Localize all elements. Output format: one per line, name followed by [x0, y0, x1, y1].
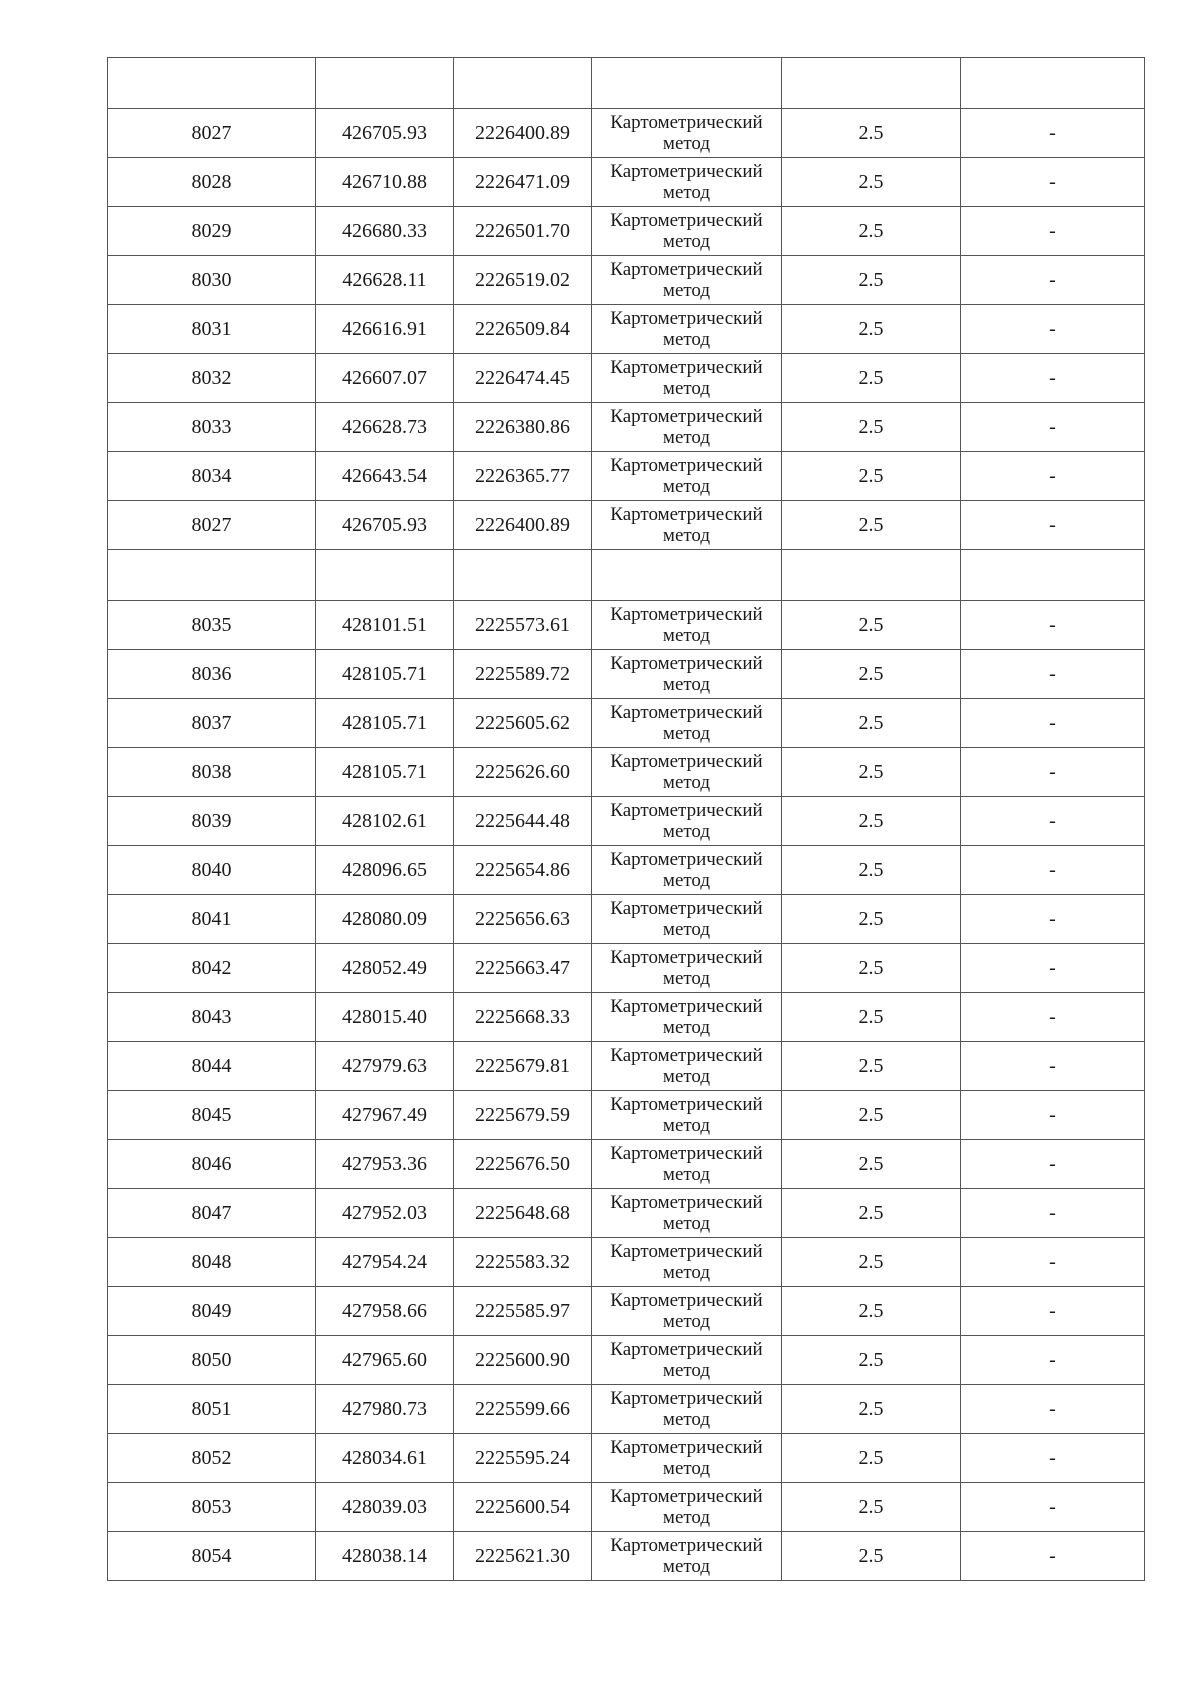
- x-coordinate-cell: 427967.49: [316, 1091, 454, 1140]
- table-row: [108, 944, 1145, 993]
- point-number-cell: 8034: [108, 452, 316, 501]
- method-cell: Картометрический метод: [592, 1287, 782, 1336]
- method-cell: Картометрический метод: [592, 207, 782, 256]
- accuracy-cell: 2.5: [782, 403, 961, 452]
- empty-cell: [782, 58, 961, 109]
- method-cell: Картометрический метод: [592, 601, 782, 650]
- table-row: [108, 452, 1145, 501]
- empty-cell: [961, 58, 1145, 109]
- method-cell: Картометрический метод: [592, 748, 782, 797]
- x-coordinate-cell: 428101.51: [316, 601, 454, 650]
- point-number-cell: 8041: [108, 895, 316, 944]
- x-coordinate-cell: 428015.40: [316, 993, 454, 1042]
- table-row: [108, 1091, 1145, 1140]
- note-cell: -: [961, 1483, 1145, 1532]
- point-number-cell: 8029: [108, 207, 316, 256]
- note-cell: -: [961, 944, 1145, 993]
- table-row: [108, 748, 1145, 797]
- note-cell: -: [961, 354, 1145, 403]
- accuracy-cell: 2.5: [782, 1483, 961, 1532]
- x-coordinate-cell: 426705.93: [316, 109, 454, 158]
- point-number-cell: 8047: [108, 1189, 316, 1238]
- table-row: [108, 501, 1145, 550]
- method-cell: Картометрический метод: [592, 699, 782, 748]
- method-cell: Картометрический метод: [592, 895, 782, 944]
- blank-separator-row: [108, 58, 1145, 109]
- method-cell: Картометрический метод: [592, 1091, 782, 1140]
- y-coordinate-cell: 2225679.59: [454, 1091, 592, 1140]
- method-cell: Картометрический метод: [592, 158, 782, 207]
- note-cell: -: [961, 1385, 1145, 1434]
- note-cell: -: [961, 305, 1145, 354]
- accuracy-cell: 2.5: [782, 256, 961, 305]
- method-cell: Картометрический метод: [592, 1042, 782, 1091]
- accuracy-cell: 2.5: [782, 354, 961, 403]
- y-coordinate-cell: 2225656.63: [454, 895, 592, 944]
- accuracy-cell: 2.5: [782, 895, 961, 944]
- point-number-cell: 8037: [108, 699, 316, 748]
- y-coordinate-cell: 2225573.61: [454, 601, 592, 650]
- method-cell: Картометрический метод: [592, 354, 782, 403]
- method-cell: Картометрический метод: [592, 256, 782, 305]
- note-cell: -: [961, 1042, 1145, 1091]
- y-coordinate-cell: 2225600.54: [454, 1483, 592, 1532]
- empty-cell: [592, 550, 782, 601]
- table-row: [108, 256, 1145, 305]
- x-coordinate-cell: 427954.24: [316, 1238, 454, 1287]
- accuracy-cell: 2.5: [782, 207, 961, 256]
- method-cell: Картометрический метод: [592, 452, 782, 501]
- method-cell: Картометрический метод: [592, 403, 782, 452]
- table-row: [108, 1532, 1145, 1581]
- accuracy-cell: 2.5: [782, 944, 961, 993]
- x-coordinate-cell: 427980.73: [316, 1385, 454, 1434]
- point-number-cell: 8052: [108, 1434, 316, 1483]
- point-number-cell: 8054: [108, 1532, 316, 1581]
- point-number-cell: 8049: [108, 1287, 316, 1336]
- method-cell: Картометрический метод: [592, 993, 782, 1042]
- y-coordinate-cell: 2225676.50: [454, 1140, 592, 1189]
- x-coordinate-cell: 428102.61: [316, 797, 454, 846]
- empty-cell: [454, 550, 592, 601]
- empty-cell: [316, 58, 454, 109]
- y-coordinate-cell: 2225621.30: [454, 1532, 592, 1581]
- method-cell: Картометрический метод: [592, 1336, 782, 1385]
- accuracy-cell: 2.5: [782, 699, 961, 748]
- table-row: [108, 993, 1145, 1042]
- y-coordinate-cell: 2226400.89: [454, 109, 592, 158]
- empty-cell: [592, 58, 782, 109]
- accuracy-cell: 2.5: [782, 846, 961, 895]
- y-coordinate-cell: 2226380.86: [454, 403, 592, 452]
- note-cell: -: [961, 846, 1145, 895]
- point-number-cell: 8044: [108, 1042, 316, 1091]
- empty-cell: [782, 550, 961, 601]
- table-row: [108, 207, 1145, 256]
- table-row: [108, 650, 1145, 699]
- x-coordinate-cell: 428096.65: [316, 846, 454, 895]
- x-coordinate-cell: 426710.88: [316, 158, 454, 207]
- note-cell: -: [961, 109, 1145, 158]
- empty-cell: [454, 58, 592, 109]
- y-coordinate-cell: 2226474.45: [454, 354, 592, 403]
- y-coordinate-cell: 2225648.68: [454, 1189, 592, 1238]
- note-cell: -: [961, 158, 1145, 207]
- x-coordinate-cell: 426628.11: [316, 256, 454, 305]
- accuracy-cell: 2.5: [782, 501, 961, 550]
- accuracy-cell: 2.5: [782, 797, 961, 846]
- point-number-cell: 8028: [108, 158, 316, 207]
- method-cell: Картометрический метод: [592, 944, 782, 993]
- method-cell: Картометрический метод: [592, 1140, 782, 1189]
- y-coordinate-cell: 2225589.72: [454, 650, 592, 699]
- point-number-cell: 8027: [108, 109, 316, 158]
- note-cell: -: [961, 1532, 1145, 1581]
- x-coordinate-cell: 426643.54: [316, 452, 454, 501]
- y-coordinate-cell: 2226519.02: [454, 256, 592, 305]
- y-coordinate-cell: 2226365.77: [454, 452, 592, 501]
- empty-cell: [108, 550, 316, 601]
- point-number-cell: 8040: [108, 846, 316, 895]
- y-coordinate-cell: 2226501.70: [454, 207, 592, 256]
- y-coordinate-cell: 2225679.81: [454, 1042, 592, 1091]
- accuracy-cell: 2.5: [782, 601, 961, 650]
- x-coordinate-cell: 427952.03: [316, 1189, 454, 1238]
- method-cell: Картометрический метод: [592, 501, 782, 550]
- accuracy-cell: 2.5: [782, 1042, 961, 1091]
- table-row: [108, 1238, 1145, 1287]
- x-coordinate-cell: 427965.60: [316, 1336, 454, 1385]
- y-coordinate-cell: 2225626.60: [454, 748, 592, 797]
- note-cell: -: [961, 1140, 1145, 1189]
- note-cell: -: [961, 1238, 1145, 1287]
- accuracy-cell: 2.5: [782, 1287, 961, 1336]
- note-cell: -: [961, 452, 1145, 501]
- table-row: [108, 1189, 1145, 1238]
- accuracy-cell: 2.5: [782, 993, 961, 1042]
- x-coordinate-cell: 427979.63: [316, 1042, 454, 1091]
- method-cell: Картометрический метод: [592, 650, 782, 699]
- y-coordinate-cell: 2225595.24: [454, 1434, 592, 1483]
- x-coordinate-cell: 428052.49: [316, 944, 454, 993]
- method-cell: Картометрический метод: [592, 1434, 782, 1483]
- table-row: [108, 1140, 1145, 1189]
- note-cell: -: [961, 601, 1145, 650]
- note-cell: -: [961, 1189, 1145, 1238]
- table-row: [108, 354, 1145, 403]
- empty-cell: [961, 550, 1145, 601]
- point-number-cell: 8045: [108, 1091, 316, 1140]
- accuracy-cell: 2.5: [782, 1532, 961, 1581]
- document-page: [107, 57, 1144, 1581]
- y-coordinate-cell: 2225644.48: [454, 797, 592, 846]
- y-coordinate-cell: 2225654.86: [454, 846, 592, 895]
- point-number-cell: 8053: [108, 1483, 316, 1532]
- x-coordinate-cell: 426680.33: [316, 207, 454, 256]
- accuracy-cell: 2.5: [782, 1385, 961, 1434]
- point-number-cell: 8035: [108, 601, 316, 650]
- table-row: [108, 1385, 1145, 1434]
- table-row: [108, 305, 1145, 354]
- accuracy-cell: 2.5: [782, 158, 961, 207]
- accuracy-cell: 2.5: [782, 109, 961, 158]
- accuracy-cell: 2.5: [782, 1189, 961, 1238]
- point-number-cell: 8031: [108, 305, 316, 354]
- table-row: [108, 797, 1145, 846]
- note-cell: -: [961, 797, 1145, 846]
- table-row: [108, 895, 1145, 944]
- point-number-cell: 8039: [108, 797, 316, 846]
- accuracy-cell: 2.5: [782, 1140, 961, 1189]
- x-coordinate-cell: 428105.71: [316, 650, 454, 699]
- table-row: [108, 158, 1145, 207]
- x-coordinate-cell: 428080.09: [316, 895, 454, 944]
- point-number-cell: 8038: [108, 748, 316, 797]
- y-coordinate-cell: 2226400.89: [454, 501, 592, 550]
- table-row: [108, 1336, 1145, 1385]
- note-cell: -: [961, 501, 1145, 550]
- table-row: [108, 1042, 1145, 1091]
- point-number-cell: 8048: [108, 1238, 316, 1287]
- x-coordinate-cell: 426705.93: [316, 501, 454, 550]
- accuracy-cell: 2.5: [782, 1434, 961, 1483]
- point-number-cell: 8050: [108, 1336, 316, 1385]
- empty-cell: [108, 58, 316, 109]
- y-coordinate-cell: 2226471.09: [454, 158, 592, 207]
- x-coordinate-cell: 426607.07: [316, 354, 454, 403]
- x-coordinate-cell: 426616.91: [316, 305, 454, 354]
- point-number-cell: 8042: [108, 944, 316, 993]
- y-coordinate-cell: 2225663.47: [454, 944, 592, 993]
- point-number-cell: 8046: [108, 1140, 316, 1189]
- blank-separator-row: [108, 550, 1145, 601]
- method-cell: Картометрический метод: [592, 1189, 782, 1238]
- method-cell: Картометрический метод: [592, 1385, 782, 1434]
- table-row: [108, 1483, 1145, 1532]
- x-coordinate-cell: 428039.03: [316, 1483, 454, 1532]
- note-cell: -: [961, 207, 1145, 256]
- y-coordinate-cell: 2225605.62: [454, 699, 592, 748]
- method-cell: Картометрический метод: [592, 109, 782, 158]
- note-cell: -: [961, 403, 1145, 452]
- table-row: [108, 846, 1145, 895]
- note-cell: -: [961, 895, 1145, 944]
- point-number-cell: 8030: [108, 256, 316, 305]
- x-coordinate-cell: 427958.66: [316, 1287, 454, 1336]
- y-coordinate-cell: 2225585.97: [454, 1287, 592, 1336]
- table-row: [108, 1434, 1145, 1483]
- note-cell: -: [961, 256, 1145, 305]
- point-number-cell: 8036: [108, 650, 316, 699]
- table-row: [108, 699, 1145, 748]
- y-coordinate-cell: 2226509.84: [454, 305, 592, 354]
- y-coordinate-cell: 2225668.33: [454, 993, 592, 1042]
- accuracy-cell: 2.5: [782, 748, 961, 797]
- accuracy-cell: 2.5: [782, 1336, 961, 1385]
- accuracy-cell: 2.5: [782, 1238, 961, 1287]
- method-cell: Картометрический метод: [592, 1483, 782, 1532]
- method-cell: Картометрический метод: [592, 1532, 782, 1581]
- note-cell: -: [961, 1287, 1145, 1336]
- table-row: [108, 1287, 1145, 1336]
- note-cell: -: [961, 993, 1145, 1042]
- method-cell: Картометрический метод: [592, 305, 782, 354]
- table-row: [108, 403, 1145, 452]
- accuracy-cell: 2.5: [782, 452, 961, 501]
- coordinates-table-body: [108, 58, 1145, 1581]
- empty-cell: [316, 550, 454, 601]
- table-row: [108, 109, 1145, 158]
- accuracy-cell: 2.5: [782, 650, 961, 699]
- method-cell: Картометрический метод: [592, 846, 782, 895]
- coordinates-table: [107, 57, 1145, 1581]
- note-cell: -: [961, 1336, 1145, 1385]
- note-cell: -: [961, 1091, 1145, 1140]
- point-number-cell: 8032: [108, 354, 316, 403]
- accuracy-cell: 2.5: [782, 305, 961, 354]
- x-coordinate-cell: 428105.71: [316, 748, 454, 797]
- y-coordinate-cell: 2225600.90: [454, 1336, 592, 1385]
- x-coordinate-cell: 428034.61: [316, 1434, 454, 1483]
- note-cell: -: [961, 748, 1145, 797]
- table-row: [108, 601, 1145, 650]
- x-coordinate-cell: 428038.14: [316, 1532, 454, 1581]
- y-coordinate-cell: 2225583.32: [454, 1238, 592, 1287]
- point-number-cell: 8051: [108, 1385, 316, 1434]
- point-number-cell: 8033: [108, 403, 316, 452]
- method-cell: Картометрический метод: [592, 1238, 782, 1287]
- method-cell: Картометрический метод: [592, 797, 782, 846]
- accuracy-cell: 2.5: [782, 1091, 961, 1140]
- x-coordinate-cell: 427953.36: [316, 1140, 454, 1189]
- point-number-cell: 8027: [108, 501, 316, 550]
- note-cell: -: [961, 1434, 1145, 1483]
- note-cell: -: [961, 650, 1145, 699]
- y-coordinate-cell: 2225599.66: [454, 1385, 592, 1434]
- x-coordinate-cell: 428105.71: [316, 699, 454, 748]
- note-cell: -: [961, 699, 1145, 748]
- x-coordinate-cell: 426628.73: [316, 403, 454, 452]
- point-number-cell: 8043: [108, 993, 316, 1042]
